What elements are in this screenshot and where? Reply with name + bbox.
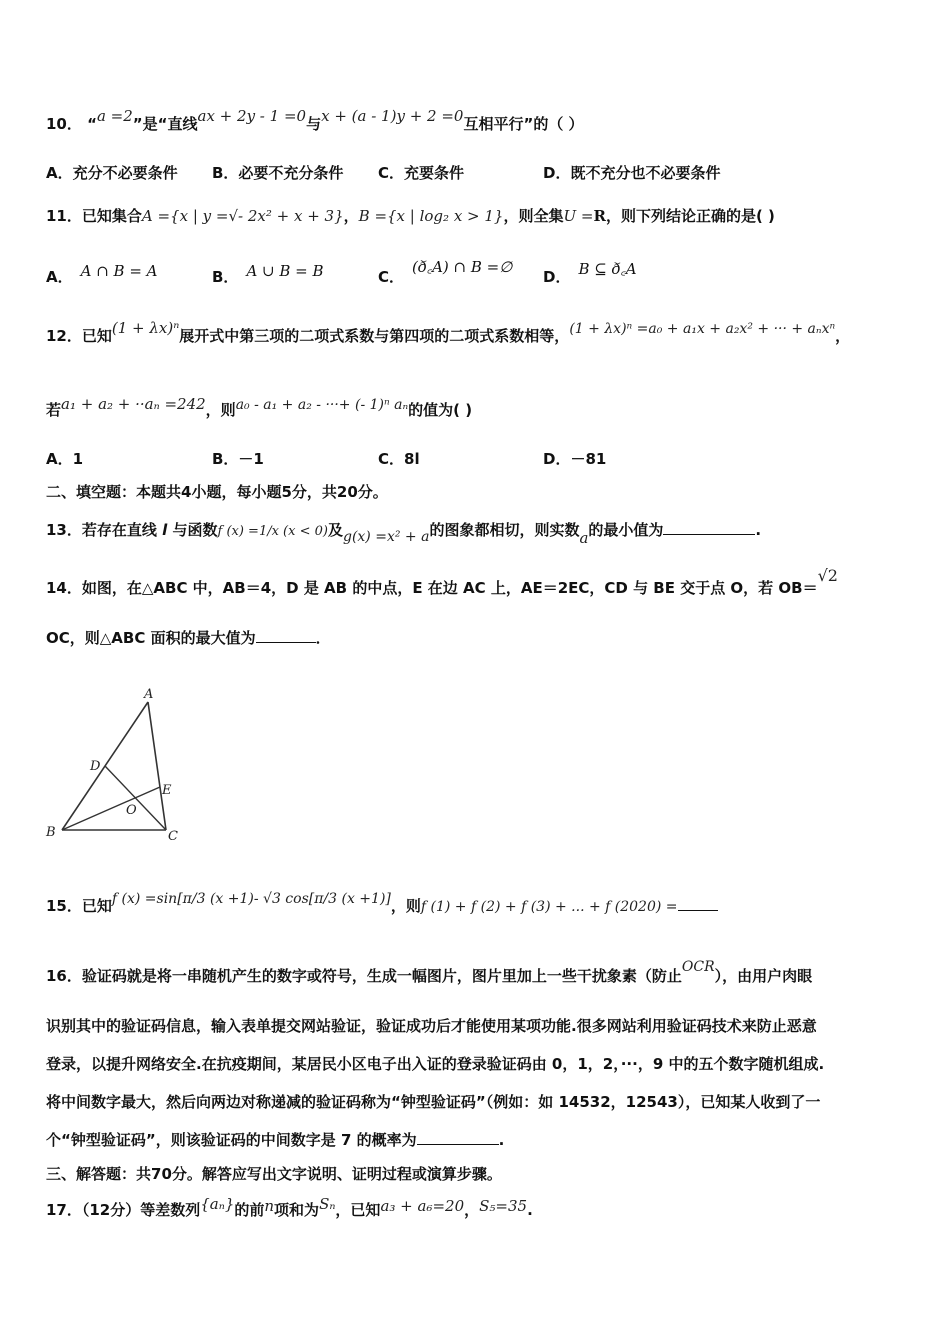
q13-text-5: 的最小值为 bbox=[588, 521, 664, 539]
label-c: C bbox=[168, 829, 178, 844]
q17-math-cond1: a₃ + a₆=20 bbox=[380, 1197, 465, 1215]
q15-number: 15． bbox=[46, 897, 82, 915]
q10-math-a: a =2 bbox=[96, 107, 133, 125]
q11-option-a bbox=[46, 262, 158, 287]
q17-number: 17． bbox=[46, 1201, 82, 1219]
q12-text-6: 的值为( ) bbox=[408, 401, 473, 419]
label-e: E bbox=[162, 783, 172, 798]
q11-stem bbox=[46, 206, 775, 226]
q12-text-3: ， bbox=[835, 327, 851, 345]
q12-math-alternating: a₀ - a₁ + a₂ - ···+ (- 1)ⁿ aₙ bbox=[235, 397, 409, 413]
label-a: A bbox=[144, 687, 154, 702]
q13-math-g: g(x) =x² + a bbox=[342, 529, 430, 545]
q13-text-6: . bbox=[755, 521, 762, 539]
q17-text-1: （12分）等差数列 bbox=[81, 1201, 201, 1219]
q12-stem-line2 bbox=[46, 395, 473, 421]
q12-math-expansion: (1 + λx)ⁿ =a₀ + a₁x + a₂x² + ··· + aₙxⁿ bbox=[569, 321, 836, 337]
q11-math-set-a: A ={x | y =√- 2x² + x + 3} bbox=[141, 207, 344, 225]
q11-text-4: ，则下列结论正确的是( ) bbox=[605, 207, 775, 225]
q15-math-sum: f (1) + f (2) + f (3) + ... + f (2020) = bbox=[420, 899, 678, 915]
q11-option-b bbox=[212, 262, 324, 287]
q13-text-3: 及 bbox=[327, 521, 343, 539]
q13-text-2: 与函数 bbox=[167, 521, 218, 539]
q14-number: 14． bbox=[46, 579, 82, 597]
q13-text-4: 的图象都相切，则实数 bbox=[429, 521, 580, 539]
q10-number: 10． bbox=[46, 115, 82, 133]
q10-option-b: B．必要不充分条件 bbox=[212, 164, 344, 182]
q13-math-f: f (x) =1/x (x < 0) bbox=[217, 524, 328, 539]
q10-text-4: 互相平行”的（ ） bbox=[463, 115, 584, 133]
q11-math-set-b: B ={x | log₂ x > 1} bbox=[358, 207, 504, 225]
q11-text-3: ，则全集 bbox=[503, 207, 564, 225]
q10-option-c: C．充要条件 bbox=[378, 164, 465, 182]
q12-text-2: 展开式中第三项的二项式系数与第四项的二项式系数相等， bbox=[179, 327, 570, 345]
q17-text-3: 项和为 bbox=[274, 1201, 320, 1219]
q16-math-ocr: OCR bbox=[681, 959, 715, 975]
label-d: D bbox=[90, 759, 101, 774]
q10-text-1: “ bbox=[87, 115, 97, 133]
q10-option-a: A．充分不必要条件 bbox=[46, 164, 178, 182]
q11-option-c-label: C． bbox=[378, 268, 405, 286]
q11-option-d-label: D． bbox=[543, 268, 571, 286]
q15-math-f: f (x) =sin[π/3 (x +1)- √3 cos[π/3 (x +1)] bbox=[111, 891, 391, 907]
q14-stem-line2 bbox=[46, 628, 331, 648]
q11-option-b-label: B． bbox=[212, 268, 239, 286]
q11-option-a-label: A． bbox=[46, 268, 73, 286]
q12-text-5: ，则 bbox=[205, 401, 236, 419]
q13-text-1: 若存在直线 bbox=[81, 521, 163, 539]
q15-answer-blank[interactable] bbox=[678, 896, 718, 911]
q16-text-1a: 验证码就是将一串随机产生的数字或符号，生成一幅图片，图片里加上一些干扰象素（防止 bbox=[81, 967, 682, 985]
label-b: B bbox=[46, 825, 56, 840]
q12-number: 12． bbox=[46, 327, 82, 345]
q10-option-d: D．既不充分也不必要条件 bbox=[543, 164, 721, 182]
q16-answer-blank[interactable] bbox=[417, 1130, 499, 1145]
segment-ac bbox=[148, 702, 166, 830]
q14-text-2: OC，则△ABC 面积的最大值为 bbox=[46, 629, 256, 647]
q12-option-a: A．1 bbox=[46, 450, 84, 468]
q12-stem-line1 bbox=[46, 319, 851, 347]
label-o: O bbox=[126, 803, 137, 818]
q15-text-2: ，则 bbox=[390, 897, 421, 915]
q11-option-c-math: (ð꜀A) ∩ B =∅ bbox=[412, 258, 513, 276]
q17-text-5: ， bbox=[464, 1201, 480, 1219]
q17-math-sn: Sₙ bbox=[319, 1195, 336, 1213]
q11-math-u: U = bbox=[563, 207, 594, 225]
q11-real-set: R bbox=[593, 207, 606, 225]
q17-stem bbox=[46, 1195, 533, 1220]
q10-text-3: 与 bbox=[306, 115, 322, 133]
section-3-heading: 三、解答题：共70分。解答应写出文字说明、证明过程或演算步骤。 bbox=[46, 1165, 502, 1183]
section-2-heading: 二、填空题：本题共4小题，每小题5分，共20分。 bbox=[46, 483, 388, 501]
q13-line-l: l bbox=[162, 521, 168, 539]
q11-option-c bbox=[378, 258, 513, 287]
q11-text-1: 已知集合 bbox=[81, 207, 142, 225]
q11-option-d bbox=[543, 260, 637, 287]
q14-answer-blank[interactable] bbox=[256, 628, 316, 643]
q13-number: 13． bbox=[46, 521, 82, 539]
q17-math-cond2: S₅=35 bbox=[479, 1197, 528, 1215]
q14-text-1: 如图，在△ABC 中，AB＝4，D 是 AB 的中点，E 在边 AC 上，AE＝2EC，CD 与 BE 交于点 O，若 OB＝ bbox=[81, 579, 818, 597]
q11-option-a-math: A ∩ B = A bbox=[80, 262, 158, 280]
q16-text-5a: 个“钟型验证码”，则该验证码的中间数字是 7 的概率为 bbox=[46, 1131, 417, 1149]
q13-answer-blank[interactable] bbox=[663, 520, 755, 535]
q11-text-2: ， bbox=[343, 207, 359, 225]
q13-stem bbox=[46, 520, 762, 547]
q15-text-1: 已知 bbox=[81, 897, 112, 915]
q12-math-sum: a₁ + a₂ + ··aₙ =242 bbox=[61, 395, 206, 413]
q14-text-3: ． bbox=[315, 629, 331, 647]
q11-number: 11． bbox=[46, 207, 82, 225]
q17-text-4: ，已知 bbox=[335, 1201, 381, 1219]
q10-text-2: ”是“直线 bbox=[132, 115, 198, 133]
q16-number: 16． bbox=[46, 967, 82, 985]
q16-line3: 登录，以提升网络安全.在抗疫期间，某居民小区电子出入证的登录验证码由 0，1，2，···，9 中的五个数字随机组成. bbox=[46, 1055, 825, 1073]
q10-math-line1: ax + 2y - 1 =0 bbox=[197, 107, 307, 125]
q10-stem bbox=[46, 107, 584, 134]
q12-math-binomial: (1 + λx)ⁿ bbox=[111, 319, 180, 337]
triangle-figure bbox=[40, 684, 200, 844]
q12-option-b: B．－1 bbox=[212, 450, 264, 468]
q11-option-d-math: B ⊆ ð꜀A bbox=[578, 260, 637, 278]
q10-math-line2: x + (a - 1)y + 2 =0 bbox=[321, 107, 464, 125]
q16-line1 bbox=[46, 959, 813, 987]
q16-line4: 将中间数字最大，然后向两边对称递减的验证码称为“钟型验证码”（例如：如 14532，12543），已知某人收到了一 bbox=[46, 1093, 821, 1111]
q16-line5 bbox=[46, 1130, 504, 1150]
q12-option-d: D．－81 bbox=[543, 450, 607, 468]
q17-text-6: . bbox=[527, 1201, 533, 1219]
q17-math-an: {aₙ} bbox=[200, 1195, 235, 1213]
q16-text-1b: ），由用户肉眼 bbox=[714, 967, 813, 985]
q17-text-2: 的前 bbox=[234, 1201, 265, 1219]
q12-text-4: 若 bbox=[46, 401, 62, 419]
q13-math-a: a bbox=[579, 529, 589, 547]
q16-text-5b: . bbox=[498, 1131, 505, 1149]
q17-math-n: n bbox=[264, 1197, 275, 1215]
q12-option-c: C．8l bbox=[378, 450, 420, 468]
q16-line2: 识别其中的验证码信息，输入表单提交网站验证，验证成功后才能使用某项功能.很多网站利用验证码技术来防止恶意 bbox=[46, 1017, 817, 1035]
q14-math-sqrt2: √2 bbox=[817, 566, 838, 585]
q15-stem bbox=[46, 891, 718, 917]
q14-stem-line1 bbox=[46, 566, 838, 598]
q12-text-1: 已知 bbox=[81, 327, 112, 345]
q11-option-b-math: A ∪ B = B bbox=[246, 262, 324, 280]
